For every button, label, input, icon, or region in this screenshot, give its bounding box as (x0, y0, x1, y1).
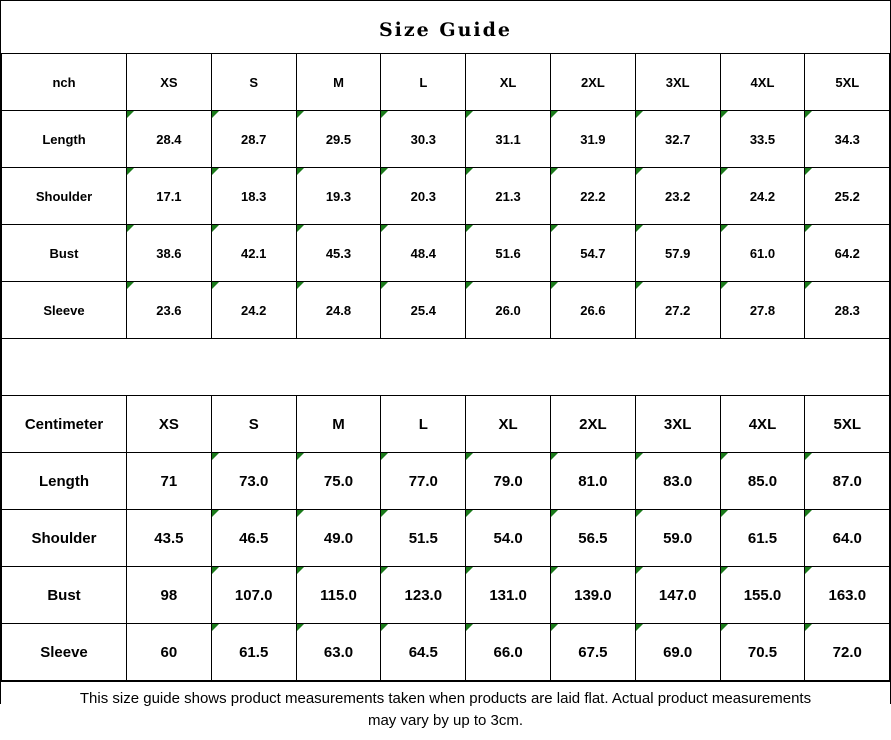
cell-cm-bust-xl: 131.0 (466, 567, 551, 624)
cell-length-m: 29.5 (296, 111, 381, 168)
measure-label-cm-shoulder: Shoulder (2, 510, 127, 567)
cell-length-l: 30.3 (381, 111, 466, 168)
size-header-xl: XL (466, 54, 551, 111)
cell-bust-5xl: 64.2 (805, 225, 890, 282)
cell-cm-sleeve-3xl: 69.0 (635, 624, 720, 681)
cell-length-s: 28.7 (211, 111, 296, 168)
table-row (2, 567, 890, 624)
cell-shoulder-m: 19.3 (296, 168, 381, 225)
cell-cm-shoulder-m: 49.0 (296, 510, 381, 567)
centimeter-size-table (1, 395, 890, 681)
cell-cm-sleeve-l: 64.5 (381, 624, 466, 681)
table-row (2, 225, 890, 282)
measure-label-shoulder: Shoulder (2, 168, 127, 225)
table-row (2, 453, 890, 510)
cell-cm-sleeve-4xl: 70.5 (720, 624, 805, 681)
cell-shoulder-l: 20.3 (381, 168, 466, 225)
cell-cm-bust-2xl: 139.0 (550, 567, 635, 624)
inch-size-table (1, 53, 890, 339)
size-guide-disclaimer (1, 681, 890, 740)
cell-cm-length-m: 75.0 (296, 453, 381, 510)
cell-cm-sleeve-xs: 60 (127, 624, 212, 681)
cell-bust-m: 45.3 (296, 225, 381, 282)
cell-cm-bust-m: 115.0 (296, 567, 381, 624)
page-title: Size Guide (378, 19, 513, 41)
size-header-m: M (296, 54, 381, 111)
cell-cm-sleeve-xl: 66.0 (466, 624, 551, 681)
cell-sleeve-l: 25.4 (381, 282, 466, 339)
cell-bust-xs: 38.6 (127, 225, 212, 282)
cell-sleeve-3xl: 27.2 (635, 282, 720, 339)
cell-cm-sleeve-5xl: 72.0 (805, 624, 890, 681)
cell-cm-shoulder-xs: 43.5 (127, 510, 212, 567)
cell-shoulder-2xl: 22.2 (550, 168, 635, 225)
cell-cm-shoulder-3xl: 59.0 (635, 510, 720, 567)
size-header-cm-xl: XL (466, 396, 551, 453)
size-header-xs: XS (127, 54, 212, 111)
cell-sleeve-4xl: 27.8 (720, 282, 805, 339)
cell-cm-length-5xl: 87.0 (805, 453, 890, 510)
cell-cm-shoulder-l: 51.5 (381, 510, 466, 567)
cell-sleeve-s: 24.2 (211, 282, 296, 339)
cell-cm-bust-3xl: 147.0 (635, 567, 720, 624)
cell-cm-length-4xl: 85.0 (720, 453, 805, 510)
table-row (2, 168, 890, 225)
table-separator (1, 339, 890, 395)
cell-sleeve-m: 24.8 (296, 282, 381, 339)
size-header-cm-5xl: 5XL (805, 396, 890, 453)
size-header-5xl: 5XL (805, 54, 890, 111)
cell-length-4xl: 33.5 (720, 111, 805, 168)
cell-length-xs: 28.4 (127, 111, 212, 168)
table-row (2, 111, 890, 168)
table-header-row (2, 54, 890, 111)
cell-cm-length-xs: 71 (127, 453, 212, 510)
cell-bust-xl: 51.6 (466, 225, 551, 282)
cell-length-3xl: 32.7 (635, 111, 720, 168)
measure-label-length: Length (2, 111, 127, 168)
cell-cm-bust-4xl: 155.0 (720, 567, 805, 624)
cell-cm-length-s: 73.0 (211, 453, 296, 510)
measure-label-bust: Bust (2, 225, 127, 282)
measure-label-cm-sleeve: Sleeve (2, 624, 127, 681)
size-header-cm-m: M (296, 396, 381, 453)
cell-shoulder-5xl: 25.2 (805, 168, 890, 225)
size-header-cm-xs: XS (127, 396, 212, 453)
size-header-cm-2xl: 2XL (550, 396, 635, 453)
size-header-3xl: 3XL (635, 54, 720, 111)
disclaimer-line-2: may vary by up to 3cm. (367, 711, 524, 729)
cell-bust-4xl: 61.0 (720, 225, 805, 282)
cell-cm-shoulder-5xl: 64.0 (805, 510, 890, 567)
cell-shoulder-3xl: 23.2 (635, 168, 720, 225)
unit-label-centimeter: Centimeter (2, 396, 127, 453)
cell-sleeve-2xl: 26.6 (550, 282, 635, 339)
cell-bust-2xl: 54.7 (550, 225, 635, 282)
cell-length-xl: 31.1 (466, 111, 551, 168)
disclaimer-line-1: This size guide shows product measurements taken when products are laid flat. Actual product measurements (79, 690, 812, 707)
cell-cm-shoulder-xl: 54.0 (466, 510, 551, 567)
measure-label-cm-bust: Bust (2, 567, 127, 624)
size-header-cm-l: L (381, 396, 466, 453)
cell-bust-s: 42.1 (211, 225, 296, 282)
size-header-s: S (211, 54, 296, 111)
cell-sleeve-xs: 23.6 (127, 282, 212, 339)
size-header-cm-s: S (211, 396, 296, 453)
cell-cm-shoulder-2xl: 56.5 (550, 510, 635, 567)
size-header-2xl: 2XL (550, 54, 635, 111)
size-header-cm-3xl: 3XL (635, 396, 720, 453)
cell-cm-shoulder-s: 46.5 (211, 510, 296, 567)
cell-cm-shoulder-4xl: 61.5 (720, 510, 805, 567)
size-header-cm-4xl: 4XL (720, 396, 805, 453)
cell-shoulder-xl: 21.3 (466, 168, 551, 225)
cell-sleeve-5xl: 28.3 (805, 282, 890, 339)
unit-label-inch: nch (2, 54, 127, 111)
cell-cm-sleeve-m: 63.0 (296, 624, 381, 681)
size-header-4xl: 4XL (720, 54, 805, 111)
cell-cm-length-2xl: 81.0 (550, 453, 635, 510)
table-row (2, 282, 890, 339)
cell-length-2xl: 31.9 (550, 111, 635, 168)
table-header-row (2, 396, 890, 453)
table-row (2, 624, 890, 681)
cell-shoulder-xs: 17.1 (127, 168, 212, 225)
cell-cm-sleeve-2xl: 67.5 (550, 624, 635, 681)
cell-bust-3xl: 57.9 (635, 225, 720, 282)
size-header-l: L (381, 54, 466, 111)
table-row (2, 510, 890, 567)
cell-cm-length-l: 77.0 (381, 453, 466, 510)
cell-cm-length-xl: 79.0 (466, 453, 551, 510)
measure-label-cm-length: Length (2, 453, 127, 510)
cell-cm-bust-5xl: 163.0 (805, 567, 890, 624)
cell-cm-bust-s: 107.0 (211, 567, 296, 624)
cell-cm-bust-l: 123.0 (381, 567, 466, 624)
cell-length-5xl: 34.3 (805, 111, 890, 168)
cell-shoulder-4xl: 24.2 (720, 168, 805, 225)
cell-cm-sleeve-s: 61.5 (211, 624, 296, 681)
cell-cm-length-3xl: 83.0 (635, 453, 720, 510)
cell-sleeve-xl: 26.0 (466, 282, 551, 339)
cell-cm-bust-xs: 98 (127, 567, 212, 624)
measure-label-sleeve: Sleeve (2, 282, 127, 339)
cell-shoulder-s: 18.3 (211, 168, 296, 225)
cell-bust-l: 48.4 (381, 225, 466, 282)
